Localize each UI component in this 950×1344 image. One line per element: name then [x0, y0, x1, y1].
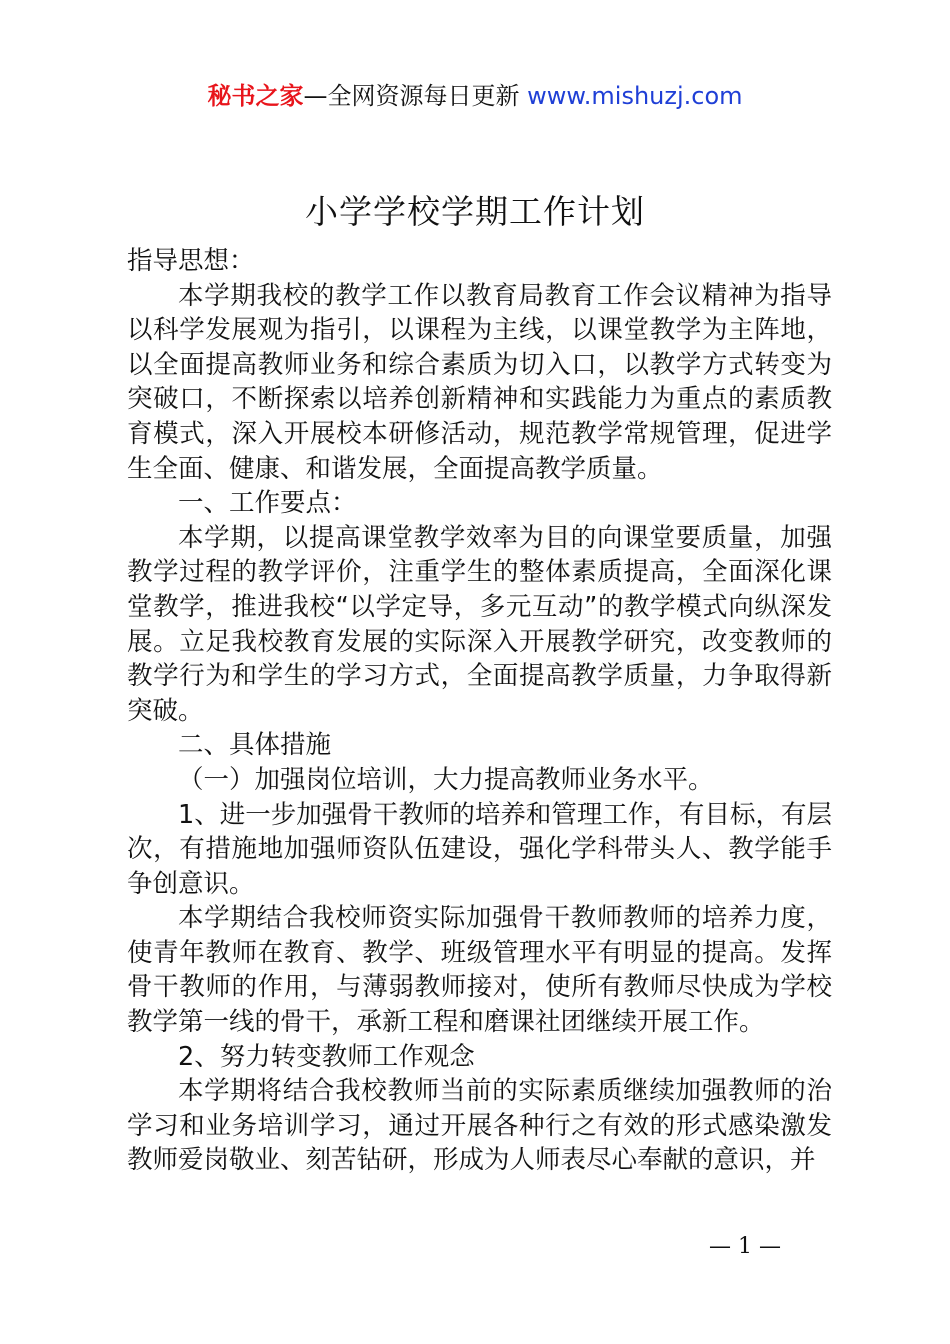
body-paragraph: 本学期我校的教学工作以教育局教育工作会议精神为指导以科学发展观为指引，以课程为主线，以课堂教学为主阵地，以全面提高教师业务和综合素质为切入口，以教学方式转变为突破口，不断探索以培养创新精神和实践能力为重点的素质教育模式，深入开展校本研修活动，规范教学常规管理，促进学生全面、健康、和谐发展，全面提高教学质量。 — [127, 280, 832, 484]
body-paragraph: （一）加强岗位培训，大力提高教师业务水平。 — [178, 764, 714, 795]
document-title: 小学学校学期工作计划 — [305, 192, 645, 231]
site-brand: 秘书之家 — [207, 82, 304, 110]
page-number: — 1 — — [709, 1234, 781, 1259]
document-body — [127, 244, 832, 1178]
body-paragraph: 2、努力转变教师工作观念 — [178, 1041, 475, 1072]
body-paragraph: 本学期，以提高课堂教学效率为目的向课堂要质量，加强教学过程的教学评价，注重学生的整体素质提高，全面深化课堂教学，推进我校“以学定导，多元互动”的教学模式向纵深发展。立足我校教育发展的实际深入开展教学研究，改变教师的教学行为和学生的学习方式，全面提高教学质量，力争取得新突破。 — [127, 522, 832, 726]
body-paragraph: 本学期将结合我校教师当前的实际素质继续加强教师的治学习和业务培训学习，通过开展各种行之有效的形式感染激发教师爱岗敬业、刻苦钻研，形成为人师表尽心奉献的意识，并 — [127, 1076, 832, 1176]
site-tagline: —全网资源每日更新 — [303, 82, 528, 110]
body-paragraph: 本学期结合我校师资实际加强骨干教师教师的培养力度，使青年教师在教育、教学、班级管理水平有明显的提高。发挥骨干教师的作用，与薄弱教师接对，使所有教师尽快成为学校教学第一线的骨干，承新工程和磨课社团继续开展工作。 — [127, 903, 832, 1038]
body-paragraph: 一、工作要点： — [178, 488, 357, 519]
site-header — [0, 78, 950, 114]
body-paragraph: 二、具体措施 — [178, 730, 332, 761]
site-url-link[interactable]: www.mishuzj.com — [527, 82, 743, 110]
body-paragraph: 1、进一步加强骨干教师的培养和管理工作，有目标，有层次，有措施地加强师资队伍建设，强化学科带头人、教学能手争创意识。 — [127, 799, 832, 899]
body-paragraph: 指导思想： — [127, 246, 255, 276]
